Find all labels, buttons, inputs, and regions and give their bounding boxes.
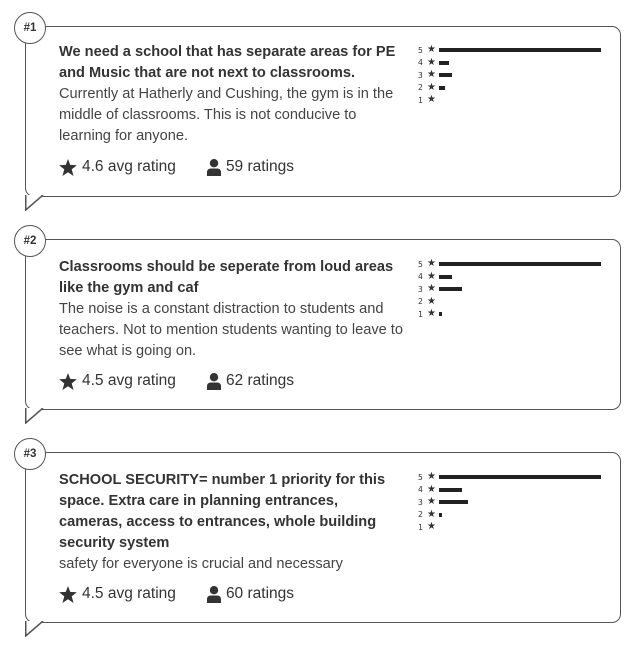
star-icon: ★ bbox=[427, 295, 436, 307]
user-icon bbox=[207, 373, 221, 390]
avg-rating: 4.6 avg rating bbox=[82, 158, 176, 175]
rating-summary bbox=[59, 158, 325, 176]
star-icon bbox=[59, 586, 77, 603]
star-level-label: 1 bbox=[418, 309, 423, 319]
speech-tail bbox=[25, 621, 45, 637]
star-level-label: 4 bbox=[418, 485, 423, 495]
star-level-label: 3 bbox=[418, 70, 423, 80]
distribution-bar bbox=[439, 48, 601, 52]
idea-text bbox=[59, 42, 404, 147]
star-icon: ★ bbox=[427, 94, 436, 106]
star-icon bbox=[59, 373, 77, 390]
user-icon bbox=[207, 159, 221, 176]
idea-card[interactable] bbox=[0, 426, 633, 648]
star-icon: ★ bbox=[427, 483, 436, 495]
distribution-bar bbox=[439, 287, 462, 291]
distribution-row bbox=[418, 82, 613, 95]
rating-distribution bbox=[418, 471, 613, 534]
speech-tail bbox=[25, 408, 45, 424]
star-icon: ★ bbox=[427, 44, 436, 56]
distribution-row bbox=[418, 57, 613, 70]
distribution-row bbox=[418, 44, 613, 57]
idea-card[interactable] bbox=[0, 0, 633, 215]
star-icon: ★ bbox=[427, 471, 436, 483]
star-icon: ★ bbox=[427, 283, 436, 295]
star-level-label: 1 bbox=[418, 522, 423, 532]
star-level-label: 3 bbox=[418, 284, 423, 294]
rank-badge: #2 bbox=[14, 225, 46, 257]
rank-badge: #1 bbox=[14, 12, 46, 44]
distribution-row bbox=[418, 521, 613, 534]
distribution-bar bbox=[439, 262, 601, 266]
distribution-row bbox=[418, 484, 613, 497]
idea-description: Currently at Hatherly and Cushing, the gym is in the middle of classrooms. This is not conducive to learning for anyone. bbox=[59, 86, 394, 144]
rating-summary bbox=[59, 585, 325, 603]
idea-title: SCHOOL SECURITY= number 1 priority for this space. Extra care in planning entrances, cameras, access to entrances, whole building security system bbox=[59, 472, 386, 551]
star-icon bbox=[59, 159, 77, 176]
distribution-row bbox=[418, 69, 613, 82]
star-icon: ★ bbox=[427, 270, 436, 282]
distribution-bar bbox=[439, 513, 442, 517]
star-level-label: 5 bbox=[418, 45, 423, 55]
star-icon: ★ bbox=[427, 69, 436, 81]
distribution-row bbox=[418, 308, 613, 321]
ratings-count: 62 ratings bbox=[225, 372, 295, 389]
idea-text bbox=[59, 257, 404, 362]
distribution-row bbox=[418, 94, 613, 107]
star-icon: ★ bbox=[427, 56, 436, 68]
distribution-row bbox=[418, 271, 613, 284]
avg-rating: 4.5 avg rating bbox=[82, 585, 176, 602]
distribution-bar bbox=[439, 500, 468, 504]
speech-tail bbox=[25, 195, 45, 211]
distribution-row bbox=[418, 296, 613, 309]
star-icon: ★ bbox=[427, 81, 436, 93]
distribution-bar bbox=[439, 475, 601, 479]
star-level-label: 1 bbox=[418, 95, 423, 105]
idea-title: We need a school that has separate areas for PE and Music that are not next to classrooms. bbox=[59, 44, 396, 81]
distribution-row bbox=[418, 258, 613, 271]
distribution-bar bbox=[439, 73, 452, 77]
star-level-label: 3 bbox=[418, 497, 423, 507]
star-level-label: 2 bbox=[418, 83, 423, 93]
distribution-row bbox=[418, 496, 613, 509]
distribution-row bbox=[418, 283, 613, 296]
idea-text bbox=[59, 470, 404, 575]
star-level-label: 4 bbox=[418, 58, 423, 68]
distribution-bar bbox=[439, 61, 449, 65]
distribution-row bbox=[418, 509, 613, 522]
star-icon: ★ bbox=[427, 496, 436, 508]
distribution-bar bbox=[439, 488, 462, 492]
ratings-count: 59 ratings bbox=[225, 158, 295, 175]
ratings-count: 60 ratings bbox=[225, 585, 295, 602]
star-level-label: 2 bbox=[418, 297, 423, 307]
star-level-label: 2 bbox=[418, 510, 423, 520]
distribution-bar bbox=[439, 312, 442, 316]
star-level-label: 4 bbox=[418, 272, 423, 282]
rank-badge: #3 bbox=[14, 438, 46, 470]
idea-description: The noise is a constant distraction to students and teachers. Not to mention students wanting to leave to see what is going on. bbox=[59, 301, 403, 359]
distribution-bar bbox=[439, 275, 452, 279]
user-icon bbox=[207, 586, 221, 603]
idea-description: safety for everyone is crucial and necessary bbox=[59, 556, 343, 572]
idea-card[interactable] bbox=[0, 213, 633, 428]
rating-distribution bbox=[418, 258, 613, 321]
star-level-label: 5 bbox=[418, 472, 423, 482]
star-icon: ★ bbox=[427, 508, 436, 520]
idea-title: Classrooms should be seperate from loud areas like the gym and caf bbox=[59, 259, 394, 296]
star-icon: ★ bbox=[427, 258, 436, 270]
rating-summary bbox=[59, 372, 325, 390]
star-icon: ★ bbox=[427, 308, 436, 320]
star-icon: ★ bbox=[427, 521, 436, 533]
distribution-bar bbox=[439, 86, 445, 90]
distribution-row bbox=[418, 471, 613, 484]
rating-distribution bbox=[418, 44, 613, 107]
avg-rating: 4.5 avg rating bbox=[82, 372, 176, 389]
star-level-label: 5 bbox=[418, 259, 423, 269]
